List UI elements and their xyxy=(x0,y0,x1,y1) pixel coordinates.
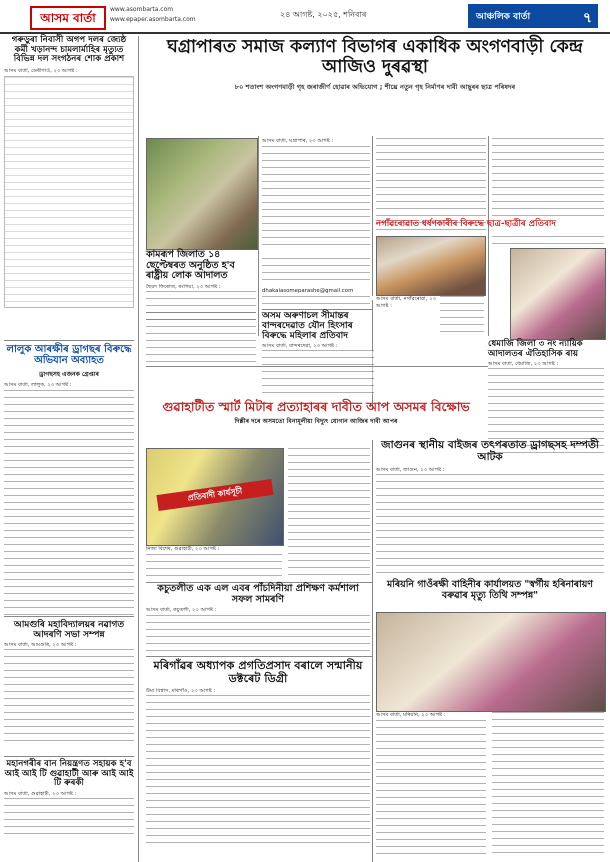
article-iit xyxy=(4,760,134,838)
article-body xyxy=(146,615,370,651)
article-body xyxy=(492,712,604,858)
dateline: আসম বাৰ্তা, জাগুন, ২৩ আগষ্ট : xyxy=(376,466,445,473)
aap-protest-photo xyxy=(146,448,284,546)
dateline: আসম বাৰ্তা, লালুক, ২৩ আগষ্ট : xyxy=(4,382,72,389)
rule xyxy=(4,616,134,617)
article-body xyxy=(288,448,370,578)
article-body xyxy=(4,390,134,618)
subheadline: দিল্লীৰ দৰে অসমতো বিনামূলীয়া বিদ্যুৎ যোগান আজিৰ দাবী আপৰ xyxy=(234,418,398,425)
article-body xyxy=(262,258,370,286)
article-body xyxy=(376,474,604,578)
column-divider xyxy=(258,136,259,336)
rally-photo xyxy=(510,248,606,340)
dateline: নিজা বিশেষ, গুৱাহাটী, ২৩ আগষ্ট : xyxy=(146,546,220,552)
headline: ধেমাজি জিলা ৩ নং ন্যায়িক আদালতৰ ঐতিহাসিক ৰায় xyxy=(488,339,583,359)
dateline: উমা বিশ্বাস, মৰিগাঁও, ২৩ আগষ্ট : xyxy=(146,688,216,695)
article-kachutali xyxy=(146,584,370,651)
column-divider xyxy=(138,36,139,862)
dateline: ছৈয়দ ফিৰোজ, ৰংগিয়া, ২৩ আগষ্ট : xyxy=(146,283,221,290)
article-dhemaji xyxy=(488,340,604,454)
dateline: আসম বাৰ্তা, নগাঁৱৰোৱা, ২৩ আগষ্ট : xyxy=(376,296,436,310)
article-body xyxy=(440,296,484,336)
epaper-url: www.epaper.asombarta.com xyxy=(110,16,196,23)
protest-banner: প্ৰতিবাদী কাৰ্যসূচী xyxy=(156,479,273,511)
column-divider xyxy=(372,136,373,296)
issue-date: ২৪ আগষ্ট, ২০২৫, শনিবাৰ xyxy=(280,10,367,19)
headline: আমগুৰি মহাবিদ্যালয়ৰ নৱাগত আদৰণি সভা সম্পন্ন xyxy=(13,620,125,641)
headline: জাগুনৰ স্থানীয় বাইজৰ তৎপৰতাত ড্ৰাগছসহ দম্পতী আটক xyxy=(381,439,599,463)
email-address: dhakaiasomeparashe@gmail.com xyxy=(262,288,354,294)
rule xyxy=(4,340,134,341)
headline: নগাঁৱৰোৱাত ধৰ্ষণকাৰীৰ বিৰুদ্ধে ছাত্ৰ-ছাত্ৰীৰ প্ৰতিবাদ xyxy=(376,219,556,229)
article-body xyxy=(146,312,256,362)
article-body xyxy=(146,695,370,845)
dateline: আসম বাৰ্তা, বান্দৰদেৱা, ২৩ আগষ্ট : xyxy=(262,343,338,350)
article-moriani xyxy=(376,580,604,601)
rule xyxy=(146,366,488,367)
article-protest xyxy=(376,220,604,230)
headline: গৰুড়ুৰা নিবাসী অগপ দলৰ জ্যেষ্ঠ কৰ্মী খড়ানন্দ চামলাৰ্মাহিৰ মৃত্যুত বিভিন্ন দল সংগঠনৰ শোক প্ৰকাশ xyxy=(11,35,127,65)
main-headline: ঘগ্ৰাপাৰত সমাজ কল্যাণ বিভাগৰ একাধিক অংগণবাড়ী কেন্দ্ৰ আজিও দুৰৱস্থা xyxy=(167,37,583,77)
headline: লালুক আৰক্ষীৰ ড্ৰাগছৰ বিৰুদ্ধে অভিযান অব্যাহত xyxy=(6,344,132,367)
article-garudura xyxy=(4,36,134,308)
article-body xyxy=(4,76,134,308)
dateline: আসম বাৰ্তা, ডেৰীগাওঁ, ২৩ আগষ্ট : xyxy=(4,67,78,74)
main-body-cont xyxy=(376,138,486,246)
rule xyxy=(4,756,134,757)
article-jagun xyxy=(376,440,604,578)
masthead xyxy=(0,0,610,34)
main-body-cont xyxy=(492,138,604,218)
article-bandardewa xyxy=(262,311,374,394)
article-lok-adalat xyxy=(146,250,256,321)
headline: গুৱাহাটীত স্মাৰ্ট মিটাৰ প্ৰত্যাহাৰৰ দাবীত আপ অসমৰ বিক্ষোভ xyxy=(162,399,470,414)
article-body xyxy=(146,554,282,580)
article-doctorate xyxy=(146,660,370,845)
article-body xyxy=(4,798,134,838)
brand-logo: আসম বাৰ্তা xyxy=(30,6,106,30)
headline: মহানগৰীৰ বান নিয়ন্ত্ৰণত সহায়ক হ'ব আই আই টি গুৱাহাটী আৰু আই আই টি ৰুৰকী xyxy=(4,759,134,789)
column-divider xyxy=(488,136,489,336)
protest-photo xyxy=(376,236,486,296)
section-tab xyxy=(468,4,598,28)
headline: অসম অৰুণাচল সীমান্তৰ বান্দৰদেৱাত যৌন হিংসাৰ বিৰুদ্ধে মহিলাৰ প্ৰতিবাদ xyxy=(262,311,353,342)
headline: কচুতলীত এক এল এবৰ পাঁচদিনীয়া প্ৰশিক্ষণ কৰ্মশালা সফল সামৰণি xyxy=(157,583,359,605)
dateline: আসম বাৰ্তা, গুৱাহাটী, ২৩ আগষ্ট : xyxy=(4,790,77,797)
main-body xyxy=(262,146,370,246)
page-number: ৭ xyxy=(582,10,592,26)
dateline: আসম বাৰ্তা, আমগুৰি, ২৩ আগষ্ট : xyxy=(4,642,77,649)
section-name: আঞ্চলিক বাৰ্তা xyxy=(476,12,531,22)
column-divider xyxy=(372,440,373,862)
dateline: আসম বাৰ্তা, কচুতলী, ২৩ আগষ্ট : xyxy=(146,607,217,614)
article-body xyxy=(262,350,374,394)
article-body xyxy=(262,296,370,306)
subheadline: ড্ৰাগছসহ এজনক গ্ৰেপ্তাৰ xyxy=(39,371,99,379)
article-amguri xyxy=(4,620,134,747)
anganwadi-photo xyxy=(146,138,258,250)
website-info xyxy=(110,5,260,25)
article-body xyxy=(4,649,134,747)
rule xyxy=(262,309,372,310)
headline: কামৰূপ জিলাত ১৪ ছেপ্টেম্বৰত অনুষ্ঠিত হ'ব ৰাষ্ট্ৰীয় লোক আদালত xyxy=(146,249,235,282)
rule xyxy=(146,656,372,657)
article-body xyxy=(492,236,604,246)
article-smart-meter xyxy=(146,400,486,427)
moriani-photo xyxy=(376,612,606,712)
website-url: www.asombarta.com xyxy=(110,6,174,13)
main-subheadline: ৮০ শতাংশ অংগণবাড়ী গৃহ জৰাজীৰ্ণ হোৱাৰ অভিযোগ ; শীঘ্ৰে নতুন গৃহ নিৰ্মাণৰ দাবী আছুৰৰ ছাত্ৰ পৰিষদৰ xyxy=(234,83,516,92)
article-body xyxy=(376,720,486,858)
article-laluk xyxy=(4,344,134,618)
dateline: আসম বাৰ্তা, ধেমাজি, ২৩ আগষ্ট : xyxy=(488,361,559,368)
dateline: আসম বাৰ্তা, মৰিয়নি, ২৩ আগষ্ট : xyxy=(376,712,446,718)
headline: মৰিগাঁৱৰ অধ্যাপক প্ৰগতিপ্ৰসাদ বৰালে সন্মানীয় ডক্টৰেট ডিগ্ৰী xyxy=(153,659,363,685)
headline: মৰিয়নি গাওঁৰক্ষী বাহিনীৰ কাৰ্যালয়ত "স্বৰ্গীয় হৰিনাৰায়ণ বৰুৱাৰ মৃত্যু তিথি সম্পন্ন" xyxy=(387,579,593,601)
main-dateline: আসম বাৰ্তা, ঘগ্ৰাপাৰ, ২৩ আগষ্ট : xyxy=(262,138,334,144)
article-main xyxy=(146,38,604,93)
